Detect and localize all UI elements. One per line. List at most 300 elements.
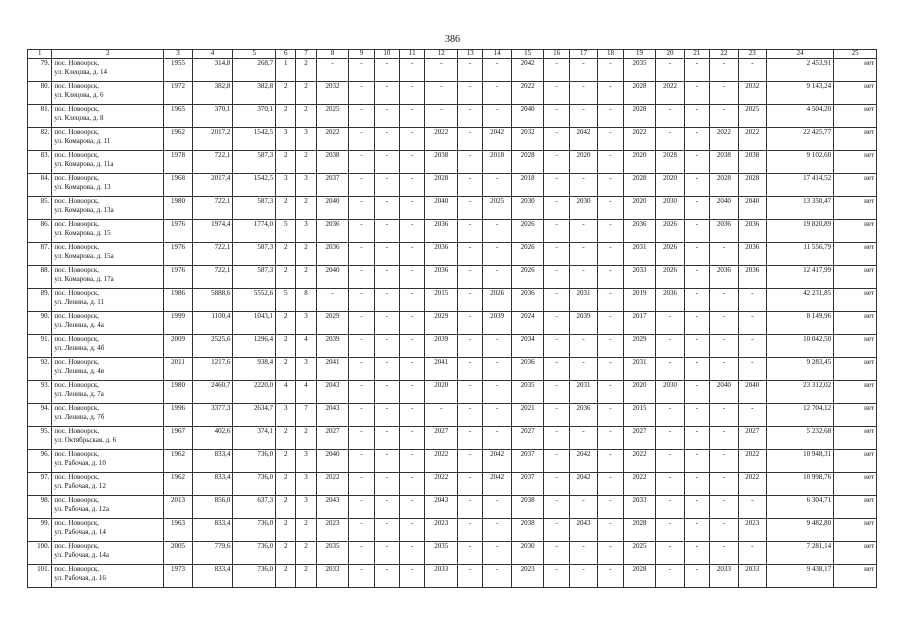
table-cell: 2036 bbox=[316, 243, 349, 266]
table-cell: 2038 bbox=[738, 151, 766, 174]
table-cell: 10 948,31 bbox=[767, 450, 834, 473]
column-number-header: 9 bbox=[349, 50, 374, 59]
row-number-cell: 81. bbox=[28, 105, 52, 128]
table-cell: 1542,5 bbox=[233, 174, 276, 197]
table-cell: - bbox=[598, 59, 623, 82]
table-cell: 2042 bbox=[511, 59, 544, 82]
column-number-header: 6 bbox=[276, 50, 296, 59]
table-cell: 382,8 bbox=[192, 82, 233, 105]
table-cell: нет bbox=[834, 312, 877, 335]
table-cell: 2040 bbox=[316, 450, 349, 473]
table-cell: 5 232,68 bbox=[767, 427, 834, 450]
table-cell: - bbox=[458, 335, 483, 358]
table-cell: 2027 bbox=[623, 427, 656, 450]
table-cell: - bbox=[598, 312, 623, 335]
table-cell: - bbox=[483, 542, 511, 565]
table-cell: - bbox=[458, 220, 483, 243]
table-cell: 2020 bbox=[656, 174, 684, 197]
table-cell: - bbox=[569, 243, 597, 266]
table-cell: 2015 bbox=[425, 289, 458, 312]
address-line: ул. Комарова, д. 17а bbox=[54, 275, 114, 283]
table-cell: - bbox=[656, 59, 684, 82]
table-cell: 2022 bbox=[425, 450, 458, 473]
table-cell: 3 bbox=[276, 174, 296, 197]
table-cell: 2031 bbox=[623, 243, 656, 266]
table-cell: - bbox=[425, 404, 458, 427]
table-cell: - bbox=[400, 404, 425, 427]
table-cell: - bbox=[656, 427, 684, 450]
table-cell: 3 bbox=[296, 128, 316, 151]
column-number-header: 20 bbox=[656, 50, 684, 59]
table-cell: 2 bbox=[296, 105, 316, 128]
table-cell: 2040 bbox=[316, 266, 349, 289]
table-cell: 2022 bbox=[738, 473, 766, 496]
table-cell: - bbox=[458, 197, 483, 220]
table-cell: 722,1 bbox=[192, 151, 233, 174]
table-cell: - bbox=[684, 312, 709, 335]
table-cell: - bbox=[458, 82, 483, 105]
address-line: ул. Октябрьская, д. 6 bbox=[54, 436, 117, 444]
table-cell: - bbox=[544, 335, 569, 358]
table-cell: 2039 bbox=[425, 335, 458, 358]
address-line: пос. Новоорск, bbox=[54, 519, 99, 527]
table-cell: 2042 bbox=[569, 450, 597, 473]
table-cell: 2033 bbox=[623, 266, 656, 289]
table-cell: 2036 bbox=[316, 220, 349, 243]
table-cell: 2033 bbox=[316, 565, 349, 588]
table-cell: - bbox=[458, 496, 483, 519]
column-number-header: 12 bbox=[425, 50, 458, 59]
table-cell: 2 bbox=[296, 565, 316, 588]
table-cell: - bbox=[738, 496, 766, 519]
row-number-cell: 82. bbox=[28, 128, 52, 151]
table-cell: 1963 bbox=[164, 519, 192, 542]
table-cell: - bbox=[598, 151, 623, 174]
table-cell: 3 bbox=[296, 358, 316, 381]
table-cell: 2 bbox=[276, 335, 296, 358]
table-cell: - bbox=[458, 404, 483, 427]
table-cell: - bbox=[598, 404, 623, 427]
address-cell bbox=[52, 358, 164, 381]
table-cell: 2029 bbox=[316, 312, 349, 335]
column-number-header: 25 bbox=[834, 50, 877, 59]
table-cell: нет bbox=[834, 542, 877, 565]
table-cell: нет bbox=[834, 404, 877, 427]
table-cell: - bbox=[598, 335, 623, 358]
table-cell: 1996 bbox=[164, 404, 192, 427]
table-cell: - bbox=[569, 565, 597, 588]
table-cell: - bbox=[684, 266, 709, 289]
column-number-header: 4 bbox=[192, 50, 233, 59]
table-cell: - bbox=[349, 82, 374, 105]
row-number-cell: 83. bbox=[28, 151, 52, 174]
table-cell: 1968 bbox=[164, 174, 192, 197]
table-cell: - bbox=[656, 450, 684, 473]
column-number-header: 19 bbox=[623, 50, 656, 59]
table-row bbox=[28, 335, 877, 358]
table-cell: 2022 bbox=[656, 82, 684, 105]
address-line: пос. Новоорск, bbox=[54, 473, 99, 481]
table-cell: - bbox=[684, 151, 709, 174]
table-cell: - bbox=[400, 266, 425, 289]
table-cell: 2022 bbox=[623, 128, 656, 151]
table-row bbox=[28, 82, 877, 105]
table-cell: нет bbox=[834, 473, 877, 496]
table-cell: - bbox=[349, 312, 374, 335]
table-cell: - bbox=[349, 243, 374, 266]
table-row bbox=[28, 174, 877, 197]
column-number-header: 23 bbox=[738, 50, 766, 59]
table-cell: - bbox=[400, 335, 425, 358]
table-cell: - bbox=[425, 105, 458, 128]
table-cell: - bbox=[598, 496, 623, 519]
table-cell: 2038 bbox=[425, 151, 458, 174]
table-cell: 722,1 bbox=[192, 266, 233, 289]
table-cell: - bbox=[349, 335, 374, 358]
table-cell: - bbox=[400, 105, 425, 128]
table-cell: 587,3 bbox=[233, 266, 276, 289]
table-cell: - bbox=[598, 381, 623, 404]
row-number-cell: 95. bbox=[28, 427, 52, 450]
table-row bbox=[28, 473, 877, 496]
table-cell: 2032 bbox=[738, 82, 766, 105]
table-cell: - bbox=[598, 450, 623, 473]
table-cell: - bbox=[349, 542, 374, 565]
table-cell: - bbox=[710, 404, 738, 427]
table-cell: - bbox=[684, 105, 709, 128]
table-cell: 22 425,77 bbox=[767, 128, 834, 151]
table-cell: - bbox=[374, 128, 399, 151]
table-cell: - bbox=[738, 289, 766, 312]
table-cell: - bbox=[544, 197, 569, 220]
table-cell: - bbox=[569, 82, 597, 105]
table-cell: 6 304,71 bbox=[767, 496, 834, 519]
table-cell: 2027 bbox=[316, 427, 349, 450]
table-cell: 2023 bbox=[738, 519, 766, 542]
table-row bbox=[28, 197, 877, 220]
table-cell: - bbox=[684, 381, 709, 404]
address-cell bbox=[52, 496, 164, 519]
table-cell: 1972 bbox=[164, 82, 192, 105]
address-line: пос. Новоорск, bbox=[54, 197, 99, 205]
table-cell: - bbox=[684, 289, 709, 312]
table-cell: 2036 bbox=[425, 220, 458, 243]
table-cell: - bbox=[598, 243, 623, 266]
table-cell: - bbox=[349, 266, 374, 289]
table-cell: 2026 bbox=[511, 243, 544, 266]
address-line: ул. Комарова, д. 15 bbox=[54, 229, 111, 237]
table-cell: 3 bbox=[296, 473, 316, 496]
table-cell: 2035 bbox=[425, 542, 458, 565]
table-cell: - bbox=[400, 197, 425, 220]
address-line: ул. Ленина, д. 4б bbox=[54, 344, 105, 352]
table-cell: 2028 bbox=[656, 151, 684, 174]
table-cell: 2036 bbox=[710, 266, 738, 289]
table-cell: 2 bbox=[276, 450, 296, 473]
table-cell: - bbox=[374, 542, 399, 565]
table-cell: 2 bbox=[296, 519, 316, 542]
table-cell: - bbox=[598, 565, 623, 588]
table-cell: - bbox=[684, 59, 709, 82]
table-cell: 2 bbox=[296, 151, 316, 174]
table-cell: - bbox=[483, 381, 511, 404]
table-cell: 2220,0 bbox=[233, 381, 276, 404]
column-number-header: 5 bbox=[233, 50, 276, 59]
table-cell: - bbox=[544, 59, 569, 82]
address-line: пос. Новоорск, bbox=[54, 496, 99, 504]
table-cell: - bbox=[316, 59, 349, 82]
table-cell: - bbox=[544, 128, 569, 151]
row-number-cell: 93. bbox=[28, 381, 52, 404]
table-cell: 856,0 bbox=[192, 496, 233, 519]
address-line: ул. Клецова, д. 6 bbox=[54, 91, 104, 99]
table-cell: - bbox=[400, 128, 425, 151]
table-cell: 2038 bbox=[511, 496, 544, 519]
table-cell: - bbox=[483, 519, 511, 542]
address-cell bbox=[52, 289, 164, 312]
address-line: ул. Комарова, д. 11 bbox=[54, 137, 111, 145]
table-cell: 3 bbox=[296, 496, 316, 519]
table-cell: 12 417,99 bbox=[767, 266, 834, 289]
table-cell: - bbox=[598, 174, 623, 197]
address-line: ул. Ленина, д. 4а bbox=[54, 321, 104, 329]
table-cell: - bbox=[483, 565, 511, 588]
table-cell: 2 bbox=[276, 82, 296, 105]
table-cell: 2 bbox=[296, 197, 316, 220]
table-cell: 2038 bbox=[511, 519, 544, 542]
table-cell: 2026 bbox=[656, 220, 684, 243]
address-cell bbox=[52, 473, 164, 496]
table-cell: - bbox=[349, 519, 374, 542]
table-cell: 2034 bbox=[511, 335, 544, 358]
address-line: ул. Рабочая, д. 12 bbox=[54, 482, 106, 490]
table-cell: 2022 bbox=[738, 450, 766, 473]
address-line: пос. Новоорск, bbox=[54, 404, 99, 412]
table-cell: - bbox=[569, 335, 597, 358]
table-cell: 2039 bbox=[316, 335, 349, 358]
table-cell: - bbox=[569, 174, 597, 197]
table-cell: 2025 bbox=[483, 197, 511, 220]
table-cell: 2040 bbox=[316, 197, 349, 220]
address-line: пос. Новоорск, bbox=[54, 450, 99, 458]
table-cell: 2027 bbox=[738, 427, 766, 450]
table-cell: - bbox=[483, 404, 511, 427]
row-number-cell: 94. bbox=[28, 404, 52, 427]
table-cell: 2028 bbox=[425, 174, 458, 197]
table-row bbox=[28, 266, 877, 289]
address-line: ул. Ленина, д. 11 bbox=[54, 298, 105, 306]
table-cell: 2031 bbox=[569, 289, 597, 312]
table-cell: 2027 bbox=[425, 427, 458, 450]
table-cell: 2017 bbox=[623, 312, 656, 335]
table-cell: 2043 bbox=[316, 381, 349, 404]
table-cell: 2036 bbox=[738, 243, 766, 266]
table-cell: - bbox=[598, 128, 623, 151]
table-cell: 1955 bbox=[164, 59, 192, 82]
table-cell: - bbox=[400, 289, 425, 312]
table-cell: 2038 bbox=[710, 151, 738, 174]
table-cell: 4 bbox=[296, 335, 316, 358]
table-cell: 833,4 bbox=[192, 473, 233, 496]
table-cell: 2036 bbox=[623, 220, 656, 243]
table-cell: 1976 bbox=[164, 266, 192, 289]
table-cell: - bbox=[374, 289, 399, 312]
table-row bbox=[28, 404, 877, 427]
table-cell: 19 820,89 bbox=[767, 220, 834, 243]
table-cell: - bbox=[458, 358, 483, 381]
table-cell: нет bbox=[834, 565, 877, 588]
table-cell: 2037 bbox=[511, 473, 544, 496]
table-cell: 1043,1 bbox=[233, 312, 276, 335]
table-cell: 587,3 bbox=[233, 243, 276, 266]
table-cell: 2020 bbox=[623, 151, 656, 174]
table-cell: 268,7 bbox=[233, 59, 276, 82]
table-cell: - bbox=[544, 404, 569, 427]
table-cell: - bbox=[684, 335, 709, 358]
table-cell: 2028 bbox=[623, 82, 656, 105]
table-cell: - bbox=[544, 220, 569, 243]
table-cell: нет bbox=[834, 266, 877, 289]
table-cell: 1962 bbox=[164, 450, 192, 473]
table-cell: 1980 bbox=[164, 197, 192, 220]
table-cell: - bbox=[544, 565, 569, 588]
table-cell: - bbox=[374, 243, 399, 266]
table-cell: - bbox=[598, 473, 623, 496]
table-cell: - bbox=[400, 174, 425, 197]
table-cell: - bbox=[483, 174, 511, 197]
table-cell: 2022 bbox=[316, 128, 349, 151]
table-cell: 2005 bbox=[164, 542, 192, 565]
row-number-cell: 80. bbox=[28, 82, 52, 105]
address-line: пос. Новоорск, bbox=[54, 174, 99, 182]
table-cell: 2 bbox=[296, 59, 316, 82]
row-number-cell: 90. bbox=[28, 312, 52, 335]
table-row bbox=[28, 220, 877, 243]
table-cell: - bbox=[349, 105, 374, 128]
table-cell: - bbox=[400, 473, 425, 496]
table-cell: - bbox=[458, 266, 483, 289]
table-cell: 2020 bbox=[425, 381, 458, 404]
table-cell: - bbox=[656, 519, 684, 542]
table-cell: 4 504,20 bbox=[767, 105, 834, 128]
address-cell bbox=[52, 381, 164, 404]
table-cell: 2031 bbox=[623, 358, 656, 381]
table-cell: - bbox=[738, 59, 766, 82]
table-cell: - bbox=[738, 312, 766, 335]
table-cell: - bbox=[569, 266, 597, 289]
table-cell: 2040 bbox=[738, 381, 766, 404]
table-cell: - bbox=[684, 496, 709, 519]
table-cell: 2037 bbox=[511, 450, 544, 473]
table-cell: - bbox=[483, 105, 511, 128]
table-cell: - bbox=[684, 404, 709, 427]
page-number: 386 bbox=[445, 34, 460, 45]
table-cell: 2041 bbox=[425, 358, 458, 381]
table-cell: - bbox=[374, 381, 399, 404]
table-cell: 3 bbox=[276, 404, 296, 427]
table-cell: 2 453,91 bbox=[767, 59, 834, 82]
address-line: пос. Новоорск, bbox=[54, 542, 99, 550]
address-cell bbox=[52, 335, 164, 358]
table-cell: 2525,6 bbox=[192, 335, 233, 358]
table-cell: - bbox=[656, 565, 684, 588]
table-cell: 2 bbox=[296, 427, 316, 450]
table-cell: - bbox=[374, 450, 399, 473]
table-cell: 2021 bbox=[511, 404, 544, 427]
table-cell: - bbox=[544, 519, 569, 542]
table-cell: 17 414,52 bbox=[767, 174, 834, 197]
table-cell: нет bbox=[834, 220, 877, 243]
table-cell: 2040 bbox=[511, 105, 544, 128]
table-cell: 2025 bbox=[623, 542, 656, 565]
table-cell: 1296,4 bbox=[233, 335, 276, 358]
address-cell bbox=[52, 220, 164, 243]
table-cell: нет bbox=[834, 519, 877, 542]
table-cell: 7 bbox=[296, 404, 316, 427]
table-cell: - bbox=[349, 473, 374, 496]
row-number-cell: 98. bbox=[28, 496, 52, 519]
table-cell: - bbox=[684, 197, 709, 220]
address-line: пос. Новоорск, bbox=[54, 128, 99, 136]
table-cell: 2030 bbox=[569, 197, 597, 220]
column-number-header: 8 bbox=[316, 50, 349, 59]
table-cell: - bbox=[400, 59, 425, 82]
table-cell: 1542,5 bbox=[233, 128, 276, 151]
column-number-header: 10 bbox=[374, 50, 399, 59]
table-cell: 1774,0 bbox=[233, 220, 276, 243]
table-cell: - bbox=[458, 243, 483, 266]
table-cell: 2042 bbox=[569, 473, 597, 496]
table-cell: - bbox=[458, 381, 483, 404]
row-number-cell: 87. bbox=[28, 243, 52, 266]
table-cell: - bbox=[458, 473, 483, 496]
table-cell: 2033 bbox=[623, 496, 656, 519]
table-cell: - bbox=[483, 266, 511, 289]
table-cell: 833,4 bbox=[192, 450, 233, 473]
table-cell: - bbox=[400, 243, 425, 266]
table-cell: 2040 bbox=[710, 197, 738, 220]
table-cell: 9 438,17 bbox=[767, 565, 834, 588]
table-cell: 1973 bbox=[164, 565, 192, 588]
table-cell: - bbox=[458, 519, 483, 542]
table-cell: 2028 bbox=[623, 174, 656, 197]
table-cell: 2023 bbox=[316, 519, 349, 542]
table-cell: нет bbox=[834, 243, 877, 266]
table-cell: 1980 bbox=[164, 381, 192, 404]
table-cell: - bbox=[374, 427, 399, 450]
row-number-cell: 92. bbox=[28, 358, 52, 381]
row-number-cell: 97. bbox=[28, 473, 52, 496]
table-cell: - bbox=[349, 174, 374, 197]
table-cell: - bbox=[684, 82, 709, 105]
table-cell: 2011 bbox=[164, 358, 192, 381]
table-cell: - bbox=[458, 105, 483, 128]
table-cell: 8 149,96 bbox=[767, 312, 834, 335]
table-cell: - bbox=[598, 358, 623, 381]
table-cell: 2634,7 bbox=[233, 404, 276, 427]
table-cell: 1217,6 bbox=[192, 358, 233, 381]
table-row bbox=[28, 128, 877, 151]
table-cell: - bbox=[684, 519, 709, 542]
address-line: пос. Новоорск, bbox=[54, 266, 99, 274]
table-cell: 374,1 bbox=[233, 427, 276, 450]
column-number-header: 1 bbox=[28, 50, 52, 59]
table-cell: 2042 bbox=[483, 473, 511, 496]
address-cell bbox=[52, 82, 164, 105]
table-cell: 2030 bbox=[656, 381, 684, 404]
table-cell: - bbox=[544, 174, 569, 197]
table-row bbox=[28, 59, 877, 82]
